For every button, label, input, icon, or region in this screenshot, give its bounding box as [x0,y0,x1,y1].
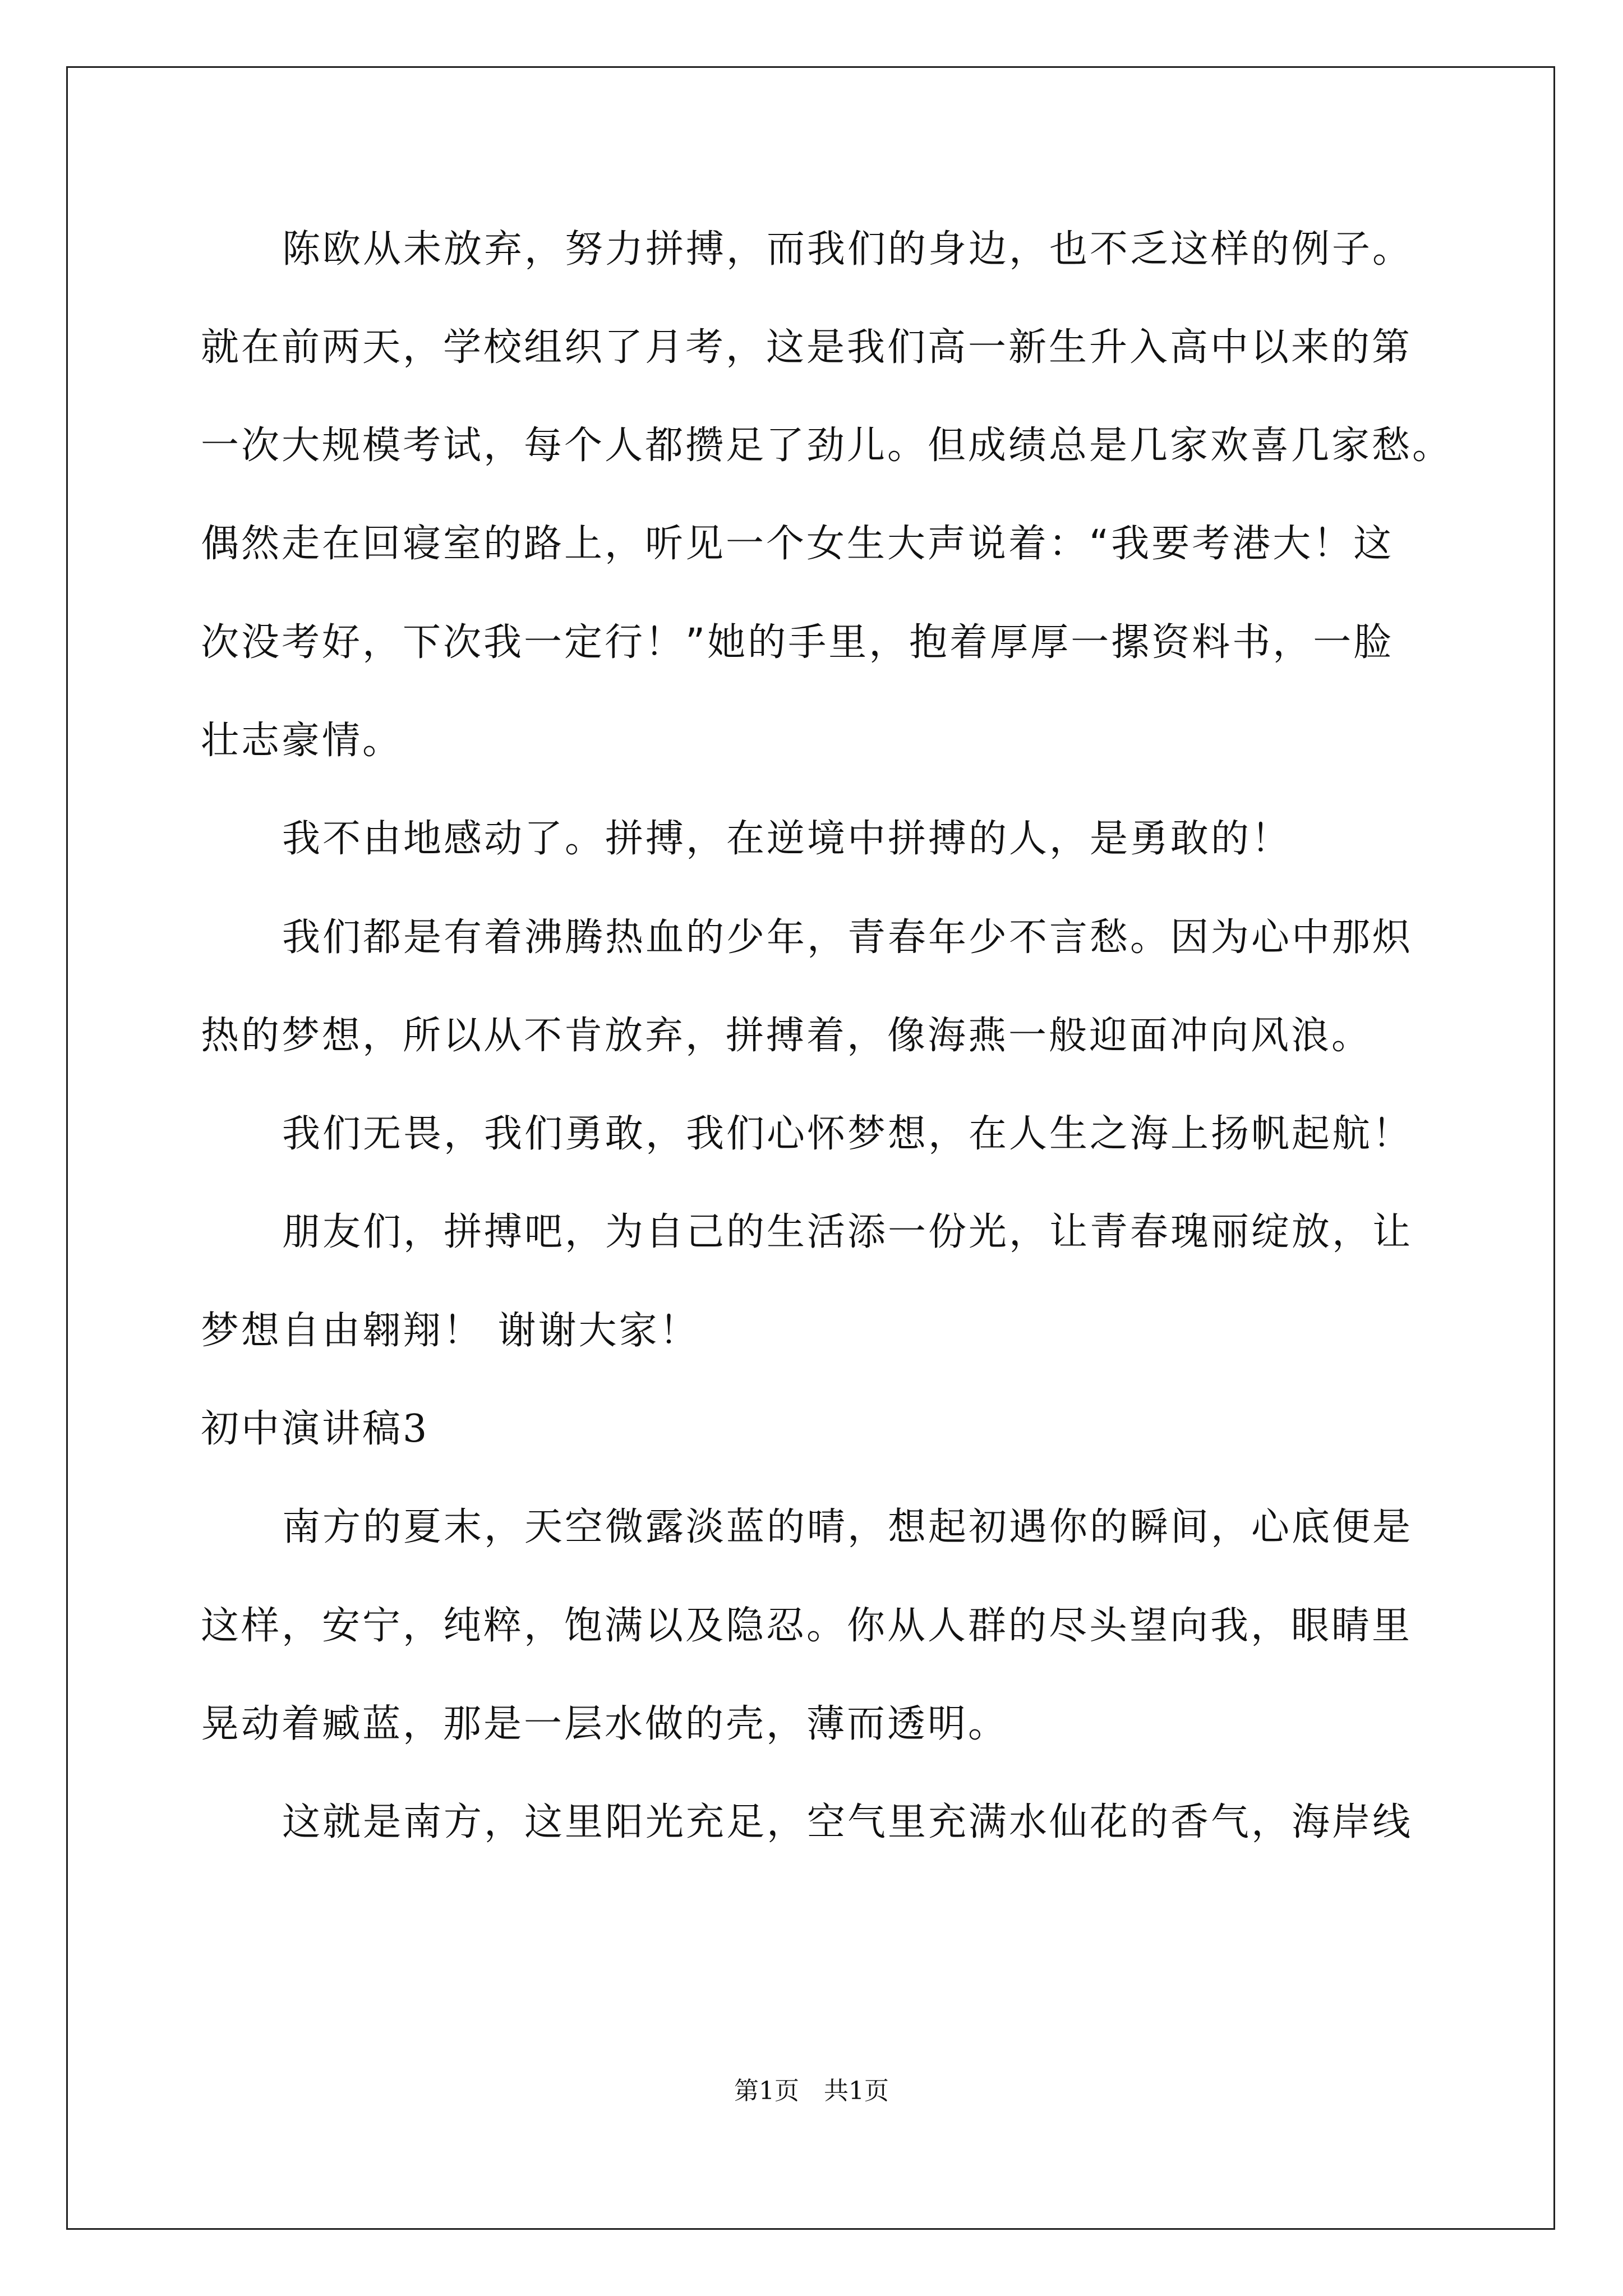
paragraph-line: 陈欧从未放弃，努力拼搏，而我们的身边，也不乏这样的例子。 [282,227,1413,272]
paragraph-line: 就在前两天，学校组织了月考，这是我们高一新生升入高中以来的第 [201,325,1413,370]
page-footer: 第1页 共1页 [734,2077,889,2105]
paragraph-line: 偶然走在回寝室的路上，听见一个女生大声说着：“我要考港大！这 [201,522,1394,566]
section-heading: 初中演讲稿3 [201,1407,430,1451]
paragraph-line: 这样，安宁，纯粹，饱满以及隐忍。你从人群的尽头望向我，眼睛里 [201,1604,1413,1648]
paragraph-line: 这就是南方，这里阳光充足，空气里充满水仙花的香气，海岸线 [282,1800,1413,1844]
paragraph-line: 朋友们，拼搏吧，为自己的生活添一份光，让青春瑰丽绽放，让 [282,1210,1413,1254]
paragraph-line: 壮志豪情。 [201,719,403,763]
paragraph-line: 一次大规模考试，每个人都攒足了劲儿。但成绩总是几家欢喜几家愁。 [201,424,1453,468]
paragraph-line: 我们都是有着沸腾热血的少年，青春年少不言愁。因为心中那炽 [282,915,1413,960]
paragraph-line: 晃动着臧蓝，那是一层水做的壳，薄而透明。 [201,1702,1009,1746]
paragraph-line: 梦想自由翱翔！ 谢谢大家！ [201,1309,700,1353]
paragraph-line: 热的梦想，所以从不肯放弃，拼搏着，像海燕一般迎面冲向风浪。 [201,1014,1372,1058]
paragraph-line: 南方的夏末，天空微露淡蓝的晴，想起初遇你的瞬间，心底便是 [282,1505,1413,1549]
paragraph-line: 我们无畏，我们勇敢，我们心怀梦想，在人生之海上扬帆起航！ [282,1112,1413,1156]
paragraph-line: 次没考好，下次我一定行！”她的手里，抱着厚厚一摞资料书，一脸 [201,620,1394,665]
paragraph-line: 我不由地感动了。拼搏，在逆境中拼搏的人，是勇敢的！ [282,817,1292,861]
